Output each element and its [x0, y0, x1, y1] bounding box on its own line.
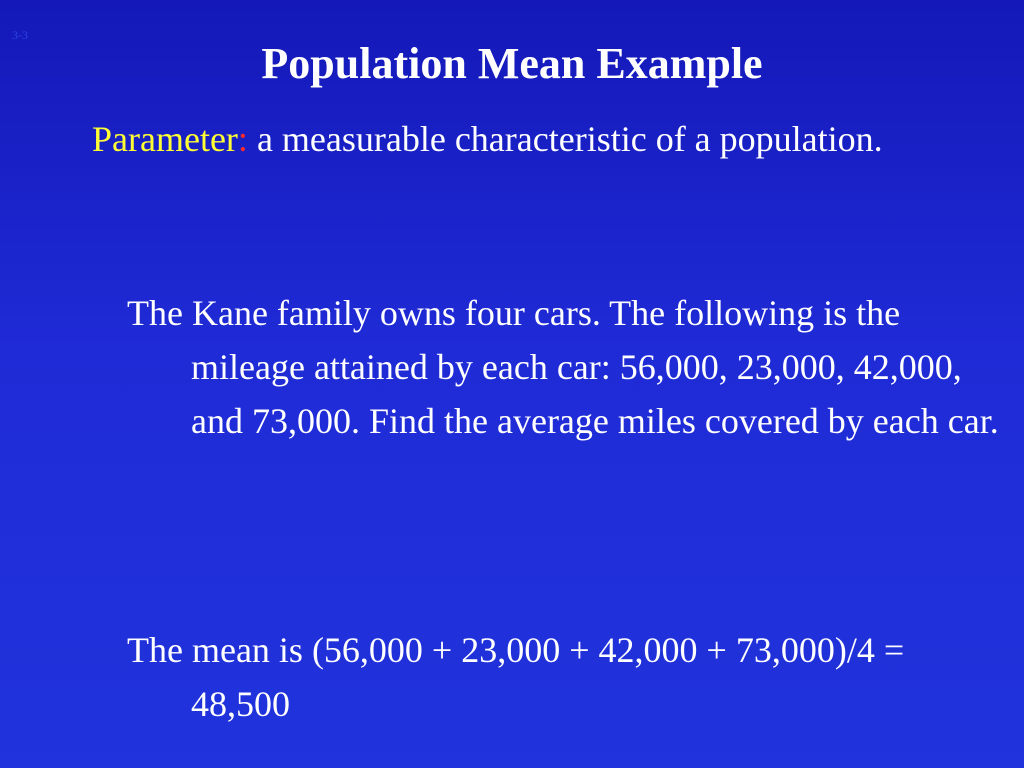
slide-title: Population Mean Example	[261, 39, 763, 88]
solution-paragraph: The mean is (56,000 + 23,000 + 42,000 + 73,000)/4 = 48,500	[127, 630, 905, 724]
slide-number: 3-3	[12, 28, 28, 42]
definition-term: Parameter	[92, 119, 238, 159]
definition-paragraph	[92, 112, 1016, 166]
definition-separator: :	[237, 119, 248, 159]
definition-text: a measurable characteristic of a population.	[247, 119, 883, 159]
problem-paragraph: The Kane family owns four cars. The following is the mileage attained by each car: 56,000, 23,000, 42,000, and 73,000. Find the average miles covered by each car.	[127, 293, 999, 441]
